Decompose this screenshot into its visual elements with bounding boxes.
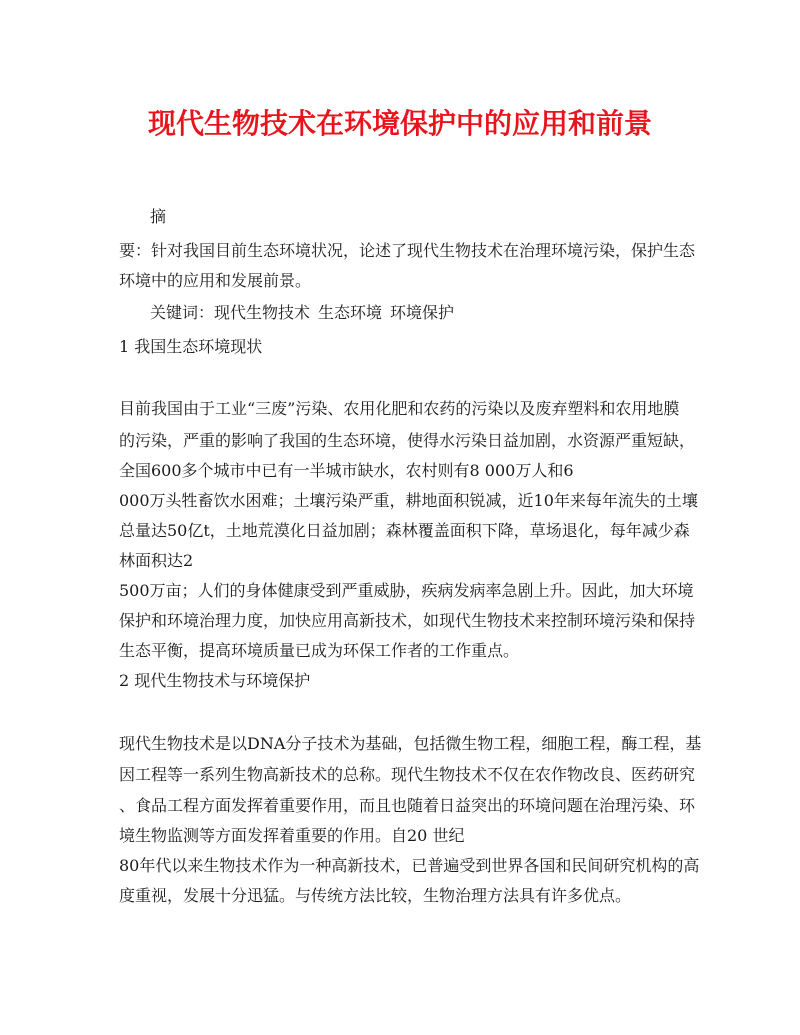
section-1-line: 保护和环境治理力度，加快应用高新技术，如现代生物技术来控制环境污染和保持 xyxy=(119,611,696,630)
abstract-label: 摘 xyxy=(150,207,167,226)
section-1-line: 的污染，严重的影响了我国的生态环境，使得水污染日益加剧，水资源严重短缺， xyxy=(119,431,696,450)
abstract-line-1: 要：针对我国目前生态环境状况，论述了现代生物技术在治理环境污染，保护生态 xyxy=(119,241,696,260)
section-1-line: 总量达50亿t，土地荒漠化日益加剧；森林覆盖面积下降，草场退化，每年减少森 xyxy=(119,521,690,540)
section-1-line: 目前我国由于工业“三废”污染、农用化肥和农药的污染以及废弃塑料和农用地膜 xyxy=(119,399,680,418)
section-1-heading: 1 我国生态环境现状 xyxy=(119,337,263,356)
keywords-line xyxy=(150,302,454,324)
document-title: 现代生物技术在环境保护中的应用和前景 xyxy=(147,107,652,140)
section-1-line: 000万头牲畜饮水困难；土壤污染严重，耕地面积锐减，近10年来每年流失的土壤 xyxy=(119,491,698,510)
keywords-label: 关键词： xyxy=(150,303,215,322)
section-1-line: 生态平衡，提高环境质量已成为环保工作者的工作重点。 xyxy=(119,641,520,660)
keyword: 生态环境 xyxy=(318,303,383,322)
abstract-line-2: 环境中的应用和发展前景。 xyxy=(119,271,312,290)
section-2-line: 度重视，发展十分迅猛。与传统方法比较，生物治理方法具有许多优点。 xyxy=(119,886,632,905)
section-2-heading: 2 现代生物技术与环境保护 xyxy=(119,671,311,690)
section-1-line: 全国600多个城市中已有一半城市缺水，农村则有8 000万人和6 xyxy=(119,461,574,480)
section-2-line: 因工程等一系列生物高新技术的总称。现代生物技术不仅在农作物改良、医药研究 xyxy=(119,765,696,784)
section-1-line: 林面积达2 xyxy=(119,551,194,570)
section-2-line: 境生物监测等方面发挥着重要的作用。自20 世纪 xyxy=(119,826,465,845)
keyword: 现代生物技术 xyxy=(214,303,311,322)
section-2-line: 80年代以来生物技术作为一种高新技术，已普遍受到世界各国和民间研究机构的高 xyxy=(119,856,700,875)
section-2-line: 现代生物技术是以DNA分子技术为基础，包括微生物工程，细胞工程，酶工程，基 xyxy=(119,734,702,753)
section-2-line: 、食品工程方面发挥着重要作用，而且也随着日益突出的环境问题在治理污染、环 xyxy=(119,796,696,815)
keyword: 环境保护 xyxy=(390,303,455,322)
section-1-line: 500万亩；人们的身体健康受到严重威胁，疾病发病率急剧上升。因此，加大环境 xyxy=(119,581,694,600)
